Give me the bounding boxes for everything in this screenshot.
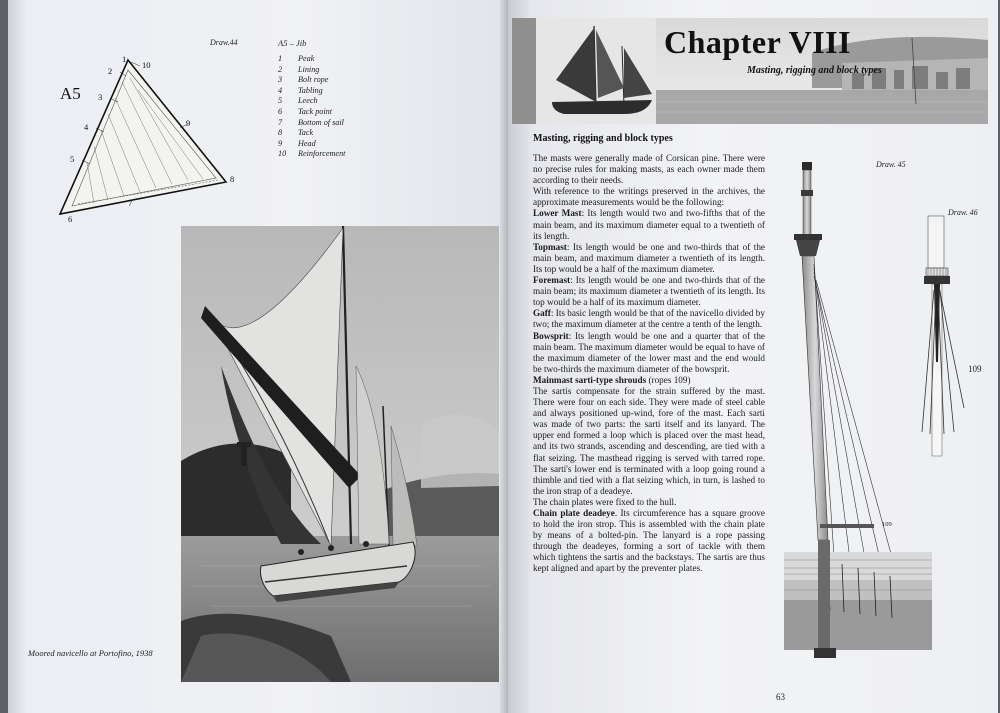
jib-legend bbox=[278, 54, 345, 160]
chapter-title: Chapter VIII bbox=[664, 24, 852, 60]
legend-number: 9 bbox=[278, 138, 283, 148]
legend-number: 6 bbox=[278, 106, 283, 116]
legend-label: Peak bbox=[298, 54, 315, 63]
masthead-detail-drawing bbox=[918, 212, 988, 464]
legend-row bbox=[278, 75, 345, 86]
legend-number: 10 bbox=[278, 149, 287, 159]
legend-title: A5 – Jib bbox=[278, 38, 307, 48]
body-paragraph bbox=[533, 153, 765, 186]
legend-row bbox=[278, 65, 345, 76]
jib-sail-diagram bbox=[48, 52, 248, 232]
body-paragraph bbox=[533, 497, 765, 508]
legend-label: Lining bbox=[298, 64, 320, 74]
body-paragraph bbox=[533, 331, 765, 375]
diagram-number: 2 bbox=[108, 66, 113, 76]
right-page bbox=[508, 0, 998, 713]
figure-label: A5 bbox=[60, 84, 81, 103]
paragraph-text: (ropes 109) bbox=[646, 374, 691, 385]
shroud-callout: 109 bbox=[882, 521, 892, 528]
legend-label: Bottom of sail bbox=[298, 117, 344, 127]
paragraph-text: The masts were generally made of Corsican pine. There were no precise rules for making masts, as each owner made them according to their needs. bbox=[533, 153, 765, 186]
drawing-44-label: Draw.44 bbox=[210, 38, 238, 47]
paragraph-text: The sartis compensate for the strain suffered by the mast. There were four on each side. They were made of steel cable and always positioned up-wind, fore of the mast. Each sarti was made of two parts: the sarti itself and its lanyard. The upper end formed a loop which is placed over the mast head, and its two strands, ascending and descending, are tied with a flat seizing. The masthead rigging is served with tarred rope. The sarti's lower end is terminated with a loop going round a thimble and tied with a flat seizing which, in turn, is lashed to the iron strap of a deadeye. bbox=[533, 385, 765, 496]
legend-label: Reinforcement bbox=[298, 149, 346, 159]
paragraph-text: : Its length would be one and a quarter that of the main beam. The maximum diameter would be equal to have of the maximum diameter of the lower mast and the end would be two-thirds the maximum diameter of the bowsprit. bbox=[533, 330, 765, 374]
legend-number: 1 bbox=[278, 54, 283, 63]
diagram-number: 1 bbox=[122, 54, 127, 64]
drawing-46-label: Draw. 46 bbox=[948, 208, 978, 217]
paragraph-text: With reference to the writings preserved in the archives, the approximate measurements would be the following: bbox=[533, 186, 765, 208]
diagram-number: 9 bbox=[186, 118, 191, 128]
photo-caption: Moored navicello at Portofino, 1938 bbox=[28, 648, 153, 658]
drawing-46-callout: 109 bbox=[968, 364, 982, 374]
page-number: 63 bbox=[776, 692, 785, 702]
legend-number: 2 bbox=[278, 64, 283, 74]
legend-label: Head bbox=[298, 138, 316, 148]
legend-number: 4 bbox=[278, 85, 283, 95]
diagram-number: 3 bbox=[98, 92, 103, 102]
paragraph-term: Foremast bbox=[533, 275, 571, 286]
legend-row bbox=[278, 86, 345, 97]
chapter-banner bbox=[512, 18, 988, 124]
legend-row bbox=[278, 128, 345, 139]
paragraph-text: : Its length would two and two-fifths that of the main beam, and its maximum diameter equal to a twentieth of its length. bbox=[533, 208, 765, 241]
paragraph-term: Chain plate deadeye bbox=[533, 508, 615, 518]
paragraph-text: : Its length would be one and two-thirds that of the main beam; its maximum diameter a twentieth of its length. Its top would be a half of its maximum diameter. bbox=[533, 275, 765, 308]
navicello-photo bbox=[181, 226, 499, 682]
body-paragraph bbox=[533, 308, 765, 330]
paragraph-text: . Its circumference has a square groove to hold the iron strop. This is assembled with the chain plate by means of a bolted-pin. The lanyard is a rope passing through the deadeyes, forming a sort of tackle with them which tightens the sartis and the backstays. The sartis are thus kept aligned and apart by the preventer plates. bbox=[533, 508, 765, 574]
legend-row bbox=[278, 139, 345, 150]
body-paragraph bbox=[533, 208, 765, 241]
legend-label: Leech bbox=[298, 96, 318, 106]
legend-number: 3 bbox=[278, 75, 283, 85]
diagram-number: 4 bbox=[84, 122, 89, 132]
left-page bbox=[8, 0, 508, 713]
section-heading: Masting, rigging and block types bbox=[533, 133, 673, 144]
diagram-number: 5 bbox=[70, 154, 75, 164]
body-paragraph bbox=[533, 375, 765, 386]
legend-row bbox=[278, 96, 345, 107]
paragraph-term: Gaff bbox=[533, 308, 551, 319]
legend-row bbox=[278, 54, 345, 65]
chapter-subtitle: Masting, rigging and block types bbox=[747, 65, 882, 76]
legend-label: Bolt rope bbox=[298, 75, 329, 85]
paragraph-text: : Its length would be one and two-thirds that of the main beam, and maximum diameter a twentieth of its length. Its top would be a half of the maximum diameter. bbox=[533, 241, 765, 274]
drawing-45-label: Draw. 45 bbox=[876, 160, 906, 169]
mast-drawing bbox=[784, 160, 934, 672]
legend-label: Tack bbox=[298, 128, 314, 138]
legend-row bbox=[278, 107, 345, 118]
body-paragraph bbox=[533, 186, 765, 208]
body-text bbox=[533, 153, 765, 575]
legend-row bbox=[278, 149, 345, 160]
body-paragraph bbox=[533, 508, 765, 575]
paragraph-text: : Its basic length would be that of the navicello divided by two; the maximum diameter at the centre a tenth of the length. bbox=[533, 308, 765, 330]
legend-row bbox=[278, 118, 345, 129]
paragraph-term: Topmast bbox=[533, 241, 567, 252]
diagram-number: 8 bbox=[230, 174, 235, 184]
legend-label: Tabling bbox=[298, 85, 323, 95]
body-paragraph bbox=[533, 275, 765, 308]
body-paragraph bbox=[533, 242, 765, 275]
paragraph-term: Lower Mast bbox=[533, 208, 582, 219]
legend-label: Tack point bbox=[298, 106, 333, 116]
diagram-number: 7 bbox=[128, 198, 133, 208]
paragraph-term: Bowsprit bbox=[533, 330, 569, 341]
legend-number: 7 bbox=[278, 117, 283, 127]
diagram-number: 6 bbox=[68, 214, 73, 224]
paragraph-term: Mainmast sarti-type shrouds bbox=[533, 374, 647, 385]
body-paragraph bbox=[533, 386, 765, 497]
paragraph-text: The chain plates were fixed to the hull. bbox=[533, 496, 677, 507]
diagram-number: 10 bbox=[142, 60, 151, 70]
legend-number: 5 bbox=[278, 96, 283, 106]
legend-number: 8 bbox=[278, 128, 283, 138]
